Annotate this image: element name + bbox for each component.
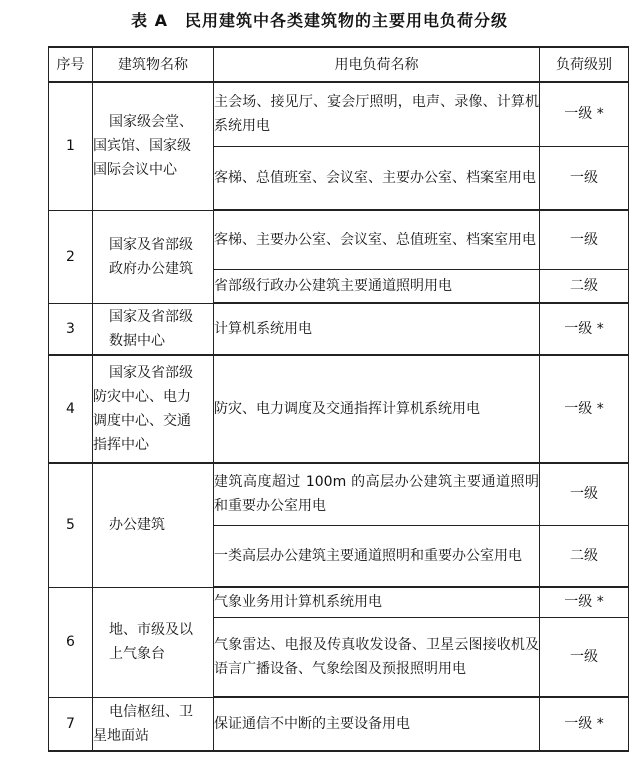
load-grade-cell: 一级 * — [540, 587, 629, 617]
building-name-line: 地、市级及以 — [109, 622, 193, 638]
load-classification-table — [48, 46, 629, 752]
building-name-cell — [93, 697, 214, 751]
table-row — [49, 82, 629, 146]
serial-no-cell: 5 — [49, 463, 93, 587]
table-row — [49, 303, 629, 355]
building-name-line: 电信枢纽、卫 — [109, 703, 193, 720]
header-row — [49, 47, 629, 82]
load-name-cell: 客梯、总值班室、会议室、主要办公室、档案室用电 — [214, 146, 540, 210]
load-name-cell: 客梯、主要办公室、会议室、总值班室、档案室用电 — [214, 210, 540, 269]
load-name-cell: 一类高层办公建筑主要通道照明和重要办公室用电 — [214, 525, 540, 587]
building-name-line: 国际会议中心 — [93, 162, 177, 179]
header-serial-no: 序号 — [49, 47, 93, 82]
header-load-name: 用电负荷名称 — [214, 47, 540, 82]
building-name-line: 国家级会堂、 — [109, 114, 193, 131]
building-name-cell — [93, 355, 214, 463]
table-row — [49, 587, 629, 617]
building-name-line: 国家及省部级 — [109, 308, 193, 325]
building-name-cell — [93, 463, 214, 587]
building-name-cell — [93, 82, 214, 210]
load-grade-cell: 一级 * — [540, 697, 629, 751]
load-name-cell: 主会场、接见厅、宴会厅照明，电声、录像、计算机系统用电 — [214, 82, 540, 146]
load-grade-cell: 一级 — [540, 617, 629, 697]
table-row — [49, 463, 629, 525]
serial-no-cell: 4 — [49, 355, 93, 463]
serial-no-cell: 7 — [49, 697, 93, 751]
building-name-line: 国宾馆、国家级 — [93, 138, 191, 155]
load-grade-cell: 一级 * — [540, 303, 629, 355]
table-row — [49, 355, 629, 463]
building-name-cell — [93, 303, 214, 355]
load-grade-cell: 一级 * — [540, 82, 629, 146]
load-name-cell: 计算机系统用电 — [214, 303, 540, 355]
table-row — [49, 697, 629, 751]
load-grade-cell: 一级 — [540, 463, 629, 525]
serial-no-cell: 1 — [49, 82, 93, 210]
building-name-line: 国家及省部级 — [109, 365, 193, 381]
building-name-line: 指挥中心 — [93, 437, 149, 453]
building-name-line: 办公建筑 — [109, 517, 165, 534]
building-name-line: 政府办公建筑 — [109, 260, 193, 277]
table-title: 表 A 民用建筑中各类建筑物的主要用电负荷分级 — [131, 11, 508, 30]
building-name-line: 防灾中心、电力 — [93, 389, 191, 405]
load-name-cell: 防灾、电力调度及交通指挥计算机系统用电 — [214, 355, 540, 463]
building-name-cell — [93, 587, 214, 697]
load-name-cell: 省部级行政办公建筑主要通道照明用电 — [214, 269, 540, 303]
serial-no-cell: 6 — [49, 587, 93, 697]
load-grade-cell: 二级 — [540, 269, 629, 303]
building-name-line: 星地面站 — [93, 727, 149, 744]
load-grade-cell: 一级 — [540, 146, 629, 210]
building-name-line: 国家及省部级 — [109, 236, 193, 253]
load-name-cell: 保证通信不中断的主要设备用电 — [214, 697, 540, 751]
load-name-cell: 气象雷达、电报及传真收发设备、卫星云图接收机及语言广播设备、气象绘图及预报照明用电 — [214, 617, 540, 697]
building-name-line: 调度中心、交通 — [93, 413, 191, 429]
load-grade-cell: 二级 — [540, 525, 629, 587]
load-grade-cell: 一级 — [540, 210, 629, 269]
serial-no-cell: 3 — [49, 303, 93, 355]
load-name-cell: 气象业务用计算机系统用电 — [214, 587, 540, 617]
building-name-line: 数据中心 — [109, 332, 165, 349]
serial-no-cell: 2 — [49, 210, 93, 303]
building-name-cell — [93, 210, 214, 303]
load-grade-cell: 一级 * — [540, 355, 629, 463]
header-building-name: 建筑物名称 — [93, 47, 214, 82]
table-row — [49, 210, 629, 269]
load-name-cell: 建筑高度超过 100m 的高层办公建筑主要通道照明和重要办公室用电 — [214, 463, 540, 525]
building-name-line: 上气象台 — [109, 646, 165, 662]
header-load-grade: 负荷级别 — [540, 47, 629, 82]
